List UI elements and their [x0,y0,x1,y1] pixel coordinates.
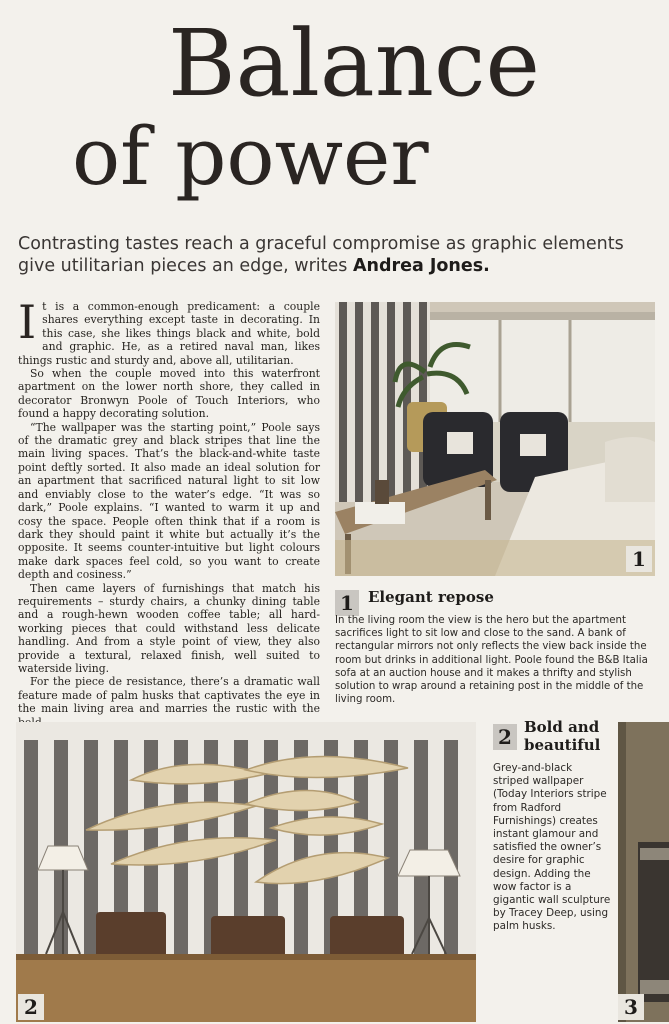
photo-living-room [335,302,655,576]
drop-cap: I [18,295,37,349]
dining-room-illustration [16,722,476,1022]
living-room-illustration [335,302,655,576]
side-photo-illustration [618,722,669,1022]
photo-3-number: 3 [618,994,644,1020]
photo-dining-room [16,722,476,1022]
standfirst [18,233,658,277]
caption-1-number: 1 [335,590,359,616]
caption-2-heading: Bold and beautiful [524,718,601,754]
article-body [18,295,320,756]
photo-2-number: 2 [18,994,44,1020]
photo-1-number: 1 [626,546,652,572]
photo-cropped-side [618,722,669,1022]
standfirst-text: Contrasting tastes reach a graceful compromise as graphic elements give utilitarian pieces an edge, writes [18,234,624,276]
body-paragraph-4: Then came layers of furnishings that match his requirements – sturdy chairs, a chunky dining table and a rough-hewn wooden coffee table; all hard-working pieces that could withstand less delicate handling. And from a style point of view, they also provide a textural, relaxed finish, well suited to waterside living. [18,581,320,675]
author-name: Andrea Jones. [352,256,490,276]
dining-table [16,954,476,1022]
caption-1-text: In the living room the view is the hero but the apartment sacrifices light to sit low and close to the sand. A bank of rectangular mirrors not only reflects the view back inside the room but drinks in additional light. Poole found the B&B Italia sofa at an auction house and it makes a thrifty and stylish solution to wrap around a retaining post in the middle of the living room. [335,615,648,706]
caption-2-text: Grey-and-black striped wallpaper (Today Interiors stripe from Radford Furnishings) creates instant glamour and satisfied the owner’s desire for graphic design. Adding the wow factor is a gigantic wall sculpture by Tracey Deep, using palm husks. [493,762,611,933]
body-paragraph-2: So when the couple moved into this waterfront apartment on the lower north shore, they called in decorator Bronwyn Poole of Touch Interiors, who found a happy decorating solution. [18,367,320,421]
caption-1-heading: Elegant repose [368,588,494,606]
body-paragraph-1 [18,295,320,367]
body-paragraph-3: “The wallpaper was the starting point,” Poole says of the dramatic grey and black stripes that line the main living spaces. That’s the black-and-white taste point deftly sorted. It also made an ideal solution for an apartment that sacrificed natural light to sit low and enviably close to the water’s edge. “It was so dark,” Poole explains. “I wanted to warm it up and cosy the space. People often think that if a room is dark they should paint it white but actually it’s the opposite. It seems counter-intuitive but light colours make dark spaces feel cold, so you want to create depth and cosiness.” [18,420,320,582]
headline-line-2: of power [72,110,429,203]
body-paragraph-5: For the piece de resistance, there’s a dramatic wall feature made of palm husks that captivates the eye in the main living area and marries the rustic with the [18,675,320,716]
body-paragraph-1-text: t is a common-enough predicament: a couple shares everything except taste in decorating. In this case, she likes things black and white, bold and graphic. He, as a retired naval man, likes things rustic and sturdy and, above all, utilitarian. [18,300,320,367]
headline-line-1: Balance [168,10,540,117]
caption-2-number: 2 [493,724,517,750]
